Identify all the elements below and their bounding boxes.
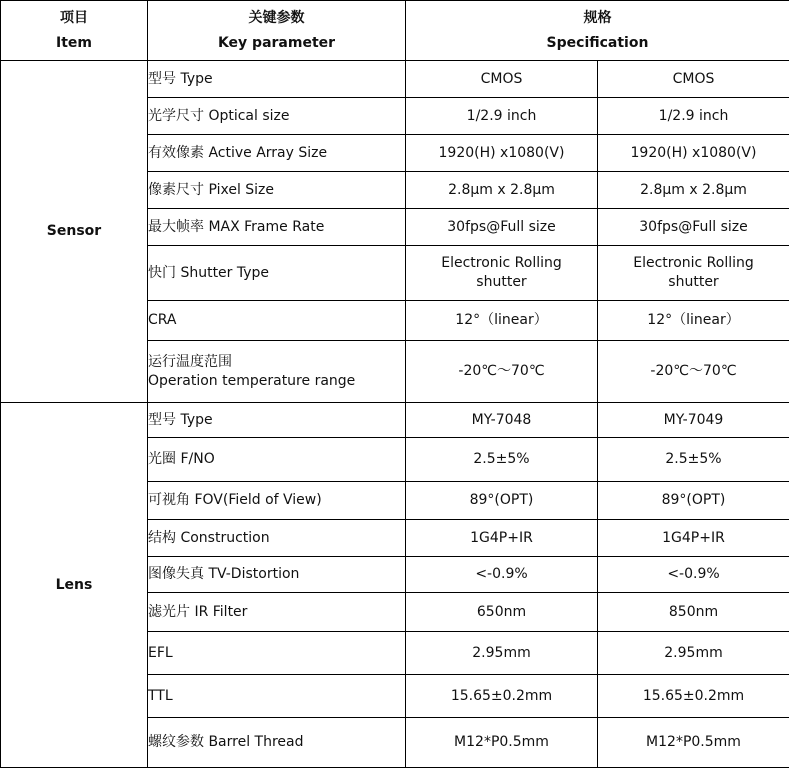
value-line: shutter — [668, 274, 719, 290]
value-cell: 1G4P+IR — [598, 520, 789, 557]
value-cell: 89°(OPT) — [406, 482, 598, 520]
value-cell: 1/2.9 inch — [406, 98, 598, 135]
value-cell: MY-7049 — [598, 403, 789, 438]
param-cell: 结构 Construction — [148, 520, 406, 557]
header-item-en: Item — [56, 34, 92, 51]
value-cell — [598, 246, 789, 301]
value-cell: 15.65±0.2mm — [406, 675, 598, 718]
header-param-en: Key parameter — [217, 34, 336, 51]
param-cell: 快门 Shutter Type — [148, 246, 406, 301]
param-cell: 滤光片 IR Filter — [148, 593, 406, 632]
value-cell: 2.8µm x 2.8µm — [598, 172, 789, 209]
header-spec — [406, 1, 789, 61]
param-cell: 型号 Type — [148, 403, 406, 438]
value-cell: 15.65±0.2mm — [598, 675, 789, 718]
value-cell: 2.95mm — [598, 632, 789, 675]
value-cell: 1/2.9 inch — [598, 98, 789, 135]
value-cell: <-0.9% — [406, 557, 598, 593]
param-cell: 像素尺寸 Pixel Size — [148, 172, 406, 209]
value-cell: 850nm — [598, 593, 789, 632]
table-row — [1, 61, 789, 98]
value-cell: 30fps@Full size — [598, 209, 789, 246]
value-line: Electronic Rolling — [441, 255, 562, 272]
value-cell: 12°（linear） — [406, 301, 598, 341]
header-item-zh: 项目 — [60, 9, 88, 26]
value-line: Electronic Rolling — [633, 255, 754, 272]
value-cell: 2.5±5% — [598, 438, 789, 482]
value-cell: CMOS — [598, 61, 789, 98]
value-line: shutter — [476, 274, 527, 290]
value-cell: M12*P0.5mm — [406, 718, 598, 768]
param-line-zh: 运行温度范围 — [148, 353, 232, 370]
param-cell — [148, 341, 406, 403]
value-cell: 30fps@Full size — [406, 209, 598, 246]
value-cell: 650nm — [406, 593, 598, 632]
param-cell: 最大帧率 MAX Frame Rate — [148, 209, 406, 246]
param-cell: 可视角 FOV(Field of View) — [148, 482, 406, 520]
value-cell: CMOS — [406, 61, 598, 98]
value-cell: 2.5±5% — [406, 438, 598, 482]
header-item — [1, 1, 148, 61]
value-cell: MY-7048 — [406, 403, 598, 438]
value-cell: 1920(H) x1080(V) — [406, 135, 598, 172]
header-row — [1, 1, 789, 61]
param-cell: CRA — [148, 301, 406, 341]
value-cell: -20℃～70℃ — [598, 341, 789, 403]
value-cell: 1G4P+IR — [406, 520, 598, 557]
param-cell: 图像失真 TV-Distortion — [148, 557, 406, 593]
param-cell: 有效像素 Active Array Size — [148, 135, 406, 172]
value-cell: 2.95mm — [406, 632, 598, 675]
value-cell — [406, 246, 598, 301]
header-spec-zh: 规格 — [583, 9, 612, 26]
value-cell: 2.8µm x 2.8µm — [406, 172, 598, 209]
value-cell: 12°（linear） — [598, 301, 789, 341]
param-cell: 型号 Type — [148, 61, 406, 98]
param-cell: EFL — [148, 632, 406, 675]
param-cell: 光学尺寸 Optical size — [148, 98, 406, 135]
table-row — [1, 403, 789, 438]
header-param-zh: 关键参数 — [248, 9, 305, 26]
group-label-lens: Lens — [1, 403, 148, 768]
value-cell: 89°(OPT) — [598, 482, 789, 520]
value-cell: 1920(H) x1080(V) — [598, 135, 789, 172]
param-cell: 光圈 F/NO — [148, 438, 406, 482]
group-label-sensor: Sensor — [1, 61, 148, 403]
header-spec-en: Specification — [546, 34, 649, 51]
value-cell: M12*P0.5mm — [598, 718, 789, 768]
header-param — [148, 1, 406, 61]
param-line-en: Operation temperature range — [148, 372, 356, 389]
param-cell: TTL — [148, 675, 406, 718]
value-cell: -20℃～70℃ — [406, 341, 598, 403]
param-cell: 螺纹参数 Barrel Thread — [148, 718, 406, 768]
value-cell: <-0.9% — [598, 557, 789, 593]
